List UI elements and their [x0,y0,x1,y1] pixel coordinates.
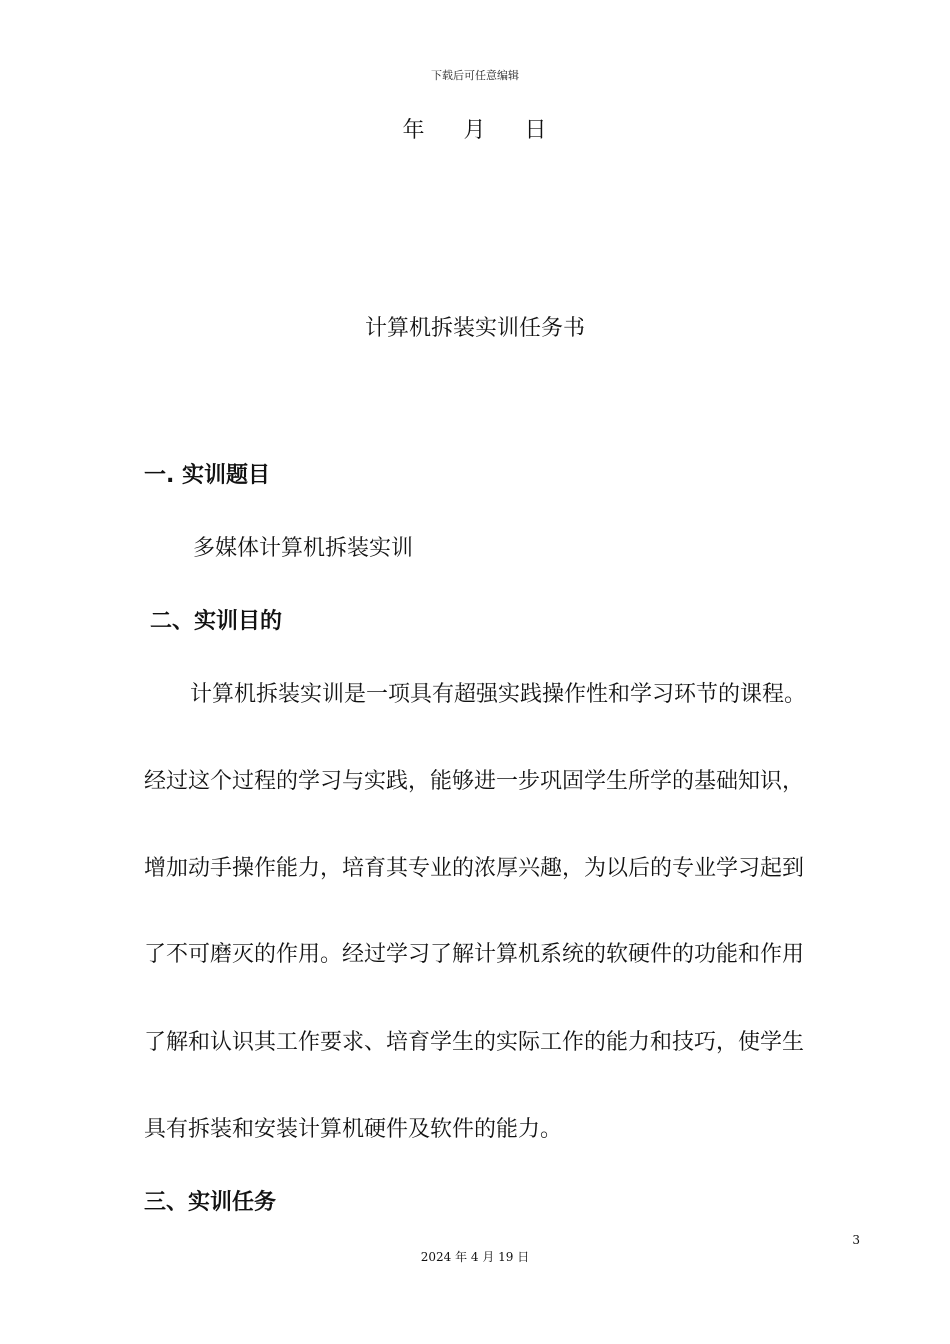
date-day-label: 日 [524,118,548,143]
footer-date: 2024 年 4 月 19 日 [420,1250,530,1264]
section-1-content: 多媒体计算机拆装实训 [193,536,414,561]
section-heading-1: 一. 实训题目 [144,463,271,488]
paragraph-line-2: 经过这个过程的学习与实践，能够进一步巩固学生所学的基础知识， [144,769,805,794]
paragraph-line-3: 增加动手操作能力，培育其专业的浓厚兴趣，为以后的专业学习起到 [144,856,805,881]
date-month-label: 月 [463,118,487,143]
header-note: 下载后可任意编辑 [431,69,519,82]
document-title: 计算机拆装实训任务书 [364,316,585,341]
section-heading-2: 二、实训目的 [150,609,283,634]
date-year-label: 年 [402,118,426,143]
paragraph-line-5: 了解和认识其工作要求、培育学生的实际工作的能力和技巧，使学生 [144,1030,805,1055]
paragraph-line-4: 了不可磨灭的作用。经过学习了解计算机系统的软硬件的功能和作用 [144,942,805,967]
date-line [0,113,950,144]
paragraph-line-1: 计算机拆装实训是一项具有超强实践操作性和学习环节的课程。 [190,682,807,707]
page-number: 3 [852,1233,860,1247]
section-heading-3: 三、实训任务 [144,1190,277,1215]
paragraph-line-6: 具有拆装和安装计算机硬件及软件的能力。 [144,1117,563,1142]
